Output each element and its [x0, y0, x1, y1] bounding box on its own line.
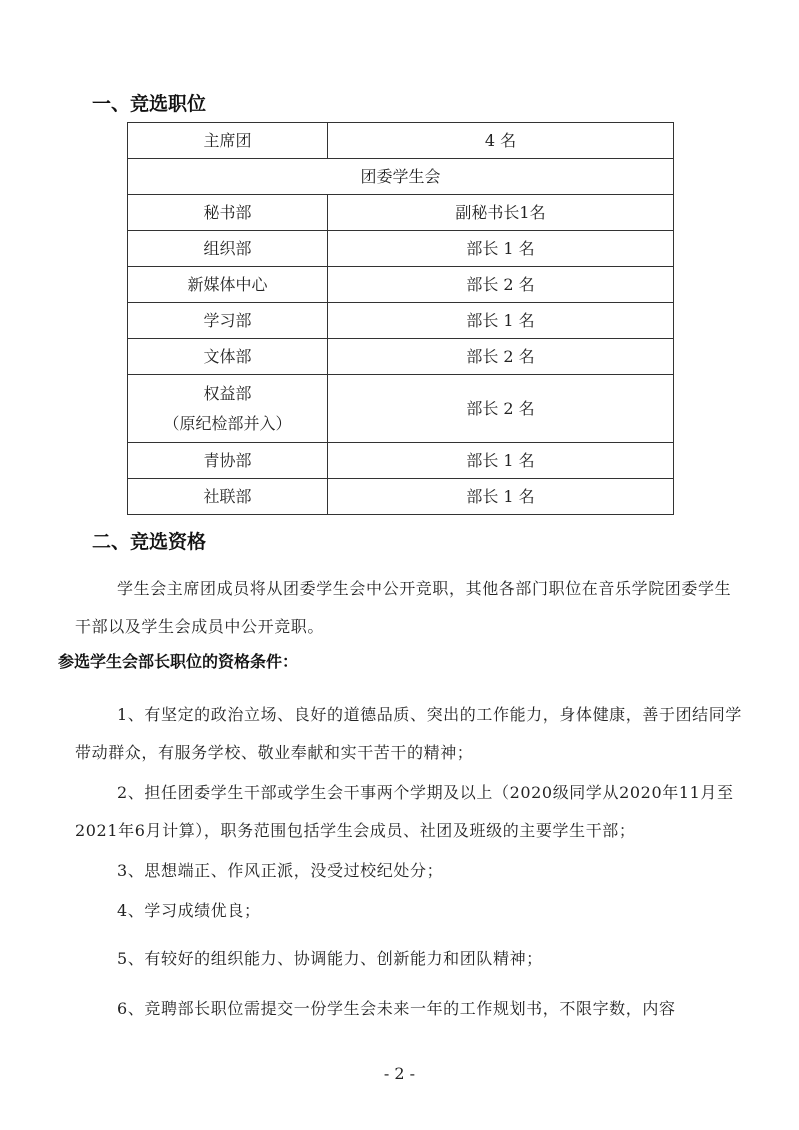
count-cell: 4 名	[328, 123, 674, 159]
table-row	[128, 339, 674, 375]
count-cell: 部长 1 名	[328, 479, 674, 515]
count-cell: 副秘书长1名	[328, 195, 674, 231]
count-cell: 部长 2 名	[328, 375, 674, 443]
count-cell: 部长 1 名	[328, 443, 674, 479]
dept-cell: 秘书部	[128, 195, 328, 231]
table-row	[128, 303, 674, 339]
table-row	[128, 123, 674, 159]
dept-cell: 主席团	[128, 123, 328, 159]
condition-item: 2、担任团委学生干部或学生会干事两个学期及以上（2020级同学从2020年11月至2021年6月计算），职务范围包括学生会成员、社团及班级的主要学生干部；	[75, 783, 734, 840]
dept-cell: 组织部	[128, 231, 328, 267]
dept-note: （原纪检部并入）	[163, 413, 292, 433]
count-cell: 部长 2 名	[328, 267, 674, 303]
condition-item: 1、有坚定的政治立场、良好的道德品质、突出的工作能力，身体健康，善于团结同学带动群众，有服务学校、敬业奉献和实干苦干的精神；	[75, 705, 742, 762]
table-row	[128, 443, 674, 479]
table-row	[128, 479, 674, 515]
dept-cell: 社联部	[128, 479, 328, 515]
conditions-title: 参选学生会部长职位的资格条件：	[58, 652, 299, 671]
table-row	[128, 267, 674, 303]
table-row	[128, 231, 674, 267]
condition-item: 5、有较好的组织能力、协调能力、创新能力和团队精神；	[117, 949, 543, 968]
group-header-cell: 团委学生会	[128, 159, 674, 195]
section-heading-positions: 一、竞选职位	[92, 93, 207, 115]
dept-cell: 新媒体中心	[128, 267, 328, 303]
dept-cell	[128, 375, 328, 443]
dept-cell: 青协部	[128, 443, 328, 479]
page-number: - 2 -	[383, 1064, 416, 1083]
positions-table	[127, 122, 674, 515]
count-cell: 部长 1 名	[328, 303, 674, 339]
count-cell: 部长 2 名	[328, 339, 674, 375]
condition-item: 4、学习成绩优良；	[117, 901, 261, 920]
table-row	[128, 159, 674, 195]
dept-cell: 文体部	[128, 339, 328, 375]
condition-item: 3、思想端正、作风正派，没受过校纪处分；	[117, 861, 444, 880]
dept-name: 权益部	[203, 383, 252, 403]
table-row	[128, 375, 674, 443]
intro-paragraph: 学生会主席团成员将从团委学生会中公开竞职，其他各部门职位在音乐学院团委学生干部以及学生会成员中公开竞职。	[75, 579, 732, 636]
dept-cell: 学习部	[128, 303, 328, 339]
table-row	[128, 195, 674, 231]
count-cell: 部长 1 名	[328, 231, 674, 267]
section-heading-qualifications: 二、竞选资格	[92, 531, 207, 553]
condition-item: 6、竞聘部长职位需提交一份学生会未来一年的工作规划书，不限字数，内容	[117, 999, 676, 1018]
